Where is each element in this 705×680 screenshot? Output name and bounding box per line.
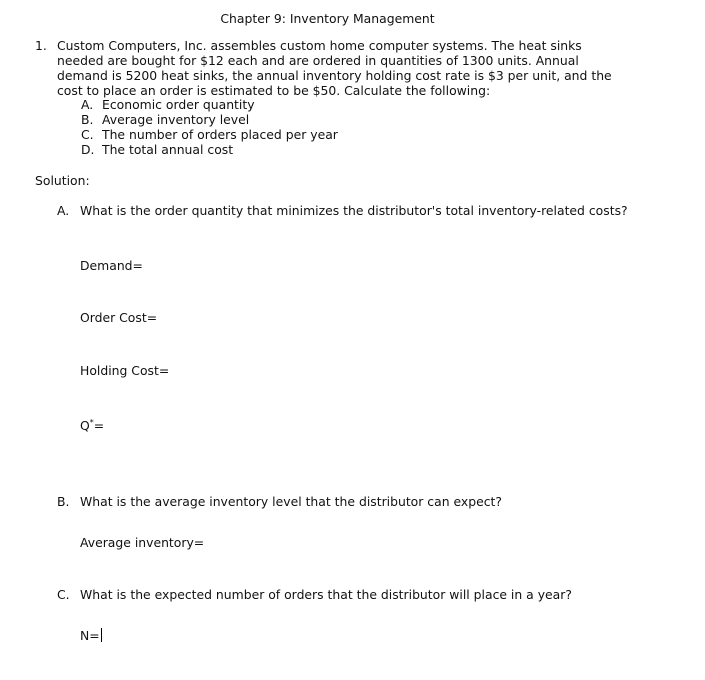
eoq-equals: =: [93, 418, 105, 434]
eoq-star: *: [89, 418, 94, 427]
order-cost-label: Order Cost=: [80, 310, 158, 325]
text-cursor[interactable]: [101, 628, 102, 642]
question-item-text: Average inventory level: [102, 112, 250, 127]
eoq-symbol: Q: [80, 418, 90, 434]
eoq-label: [80, 415, 104, 433]
part-a-letter: A.: [57, 203, 70, 218]
part-a-question: What is the order quantity that minimizes the distributor's total inventory-related costs?: [80, 203, 628, 218]
part-c-letter: C.: [57, 587, 70, 602]
question-number: 1.: [35, 38, 47, 53]
holding-cost-label: Holding Cost=: [80, 363, 170, 378]
demand-label: Demand=: [80, 258, 143, 273]
question-item-d: [81, 142, 233, 157]
question-item-text: The number of orders placed per year: [102, 127, 338, 142]
part-b-question: What is the average inventory level that the distributor can expect?: [80, 494, 502, 509]
question-item-letter: B.: [81, 112, 94, 127]
question-item-b: [81, 112, 249, 127]
orders-label: [80, 628, 102, 643]
solution-heading: Solution:: [35, 173, 90, 188]
question-item-text: Economic order quantity: [102, 97, 255, 112]
part-c-question: What is the expected number of orders that the distributor will place in a year?: [80, 587, 572, 602]
question-text: Custom Computers, Inc. assembles custom home computer systems. The heat sinks needed are bought for $12 each and are ordered in quantities of 1300 units. Annual demand is 5200 heat sinks, the annual inventory holding cost rate is $3 per unit, and the cost to place an order is estimated to be $50. Calculate the following:: [57, 38, 612, 98]
average-inventory-label: Average inventory=: [80, 535, 205, 550]
question-item-letter: A.: [81, 97, 94, 112]
orders-label-text: N=: [80, 628, 100, 643]
page-title: Chapter 9: Inventory Management: [220, 11, 435, 26]
question-item-letter: C.: [81, 127, 94, 142]
part-b-letter: B.: [57, 494, 70, 509]
question-item-a: [81, 97, 255, 112]
question-item-c: [81, 127, 338, 142]
question-item-text: The total annual cost: [102, 142, 234, 157]
question-item-letter: D.: [81, 142, 95, 157]
